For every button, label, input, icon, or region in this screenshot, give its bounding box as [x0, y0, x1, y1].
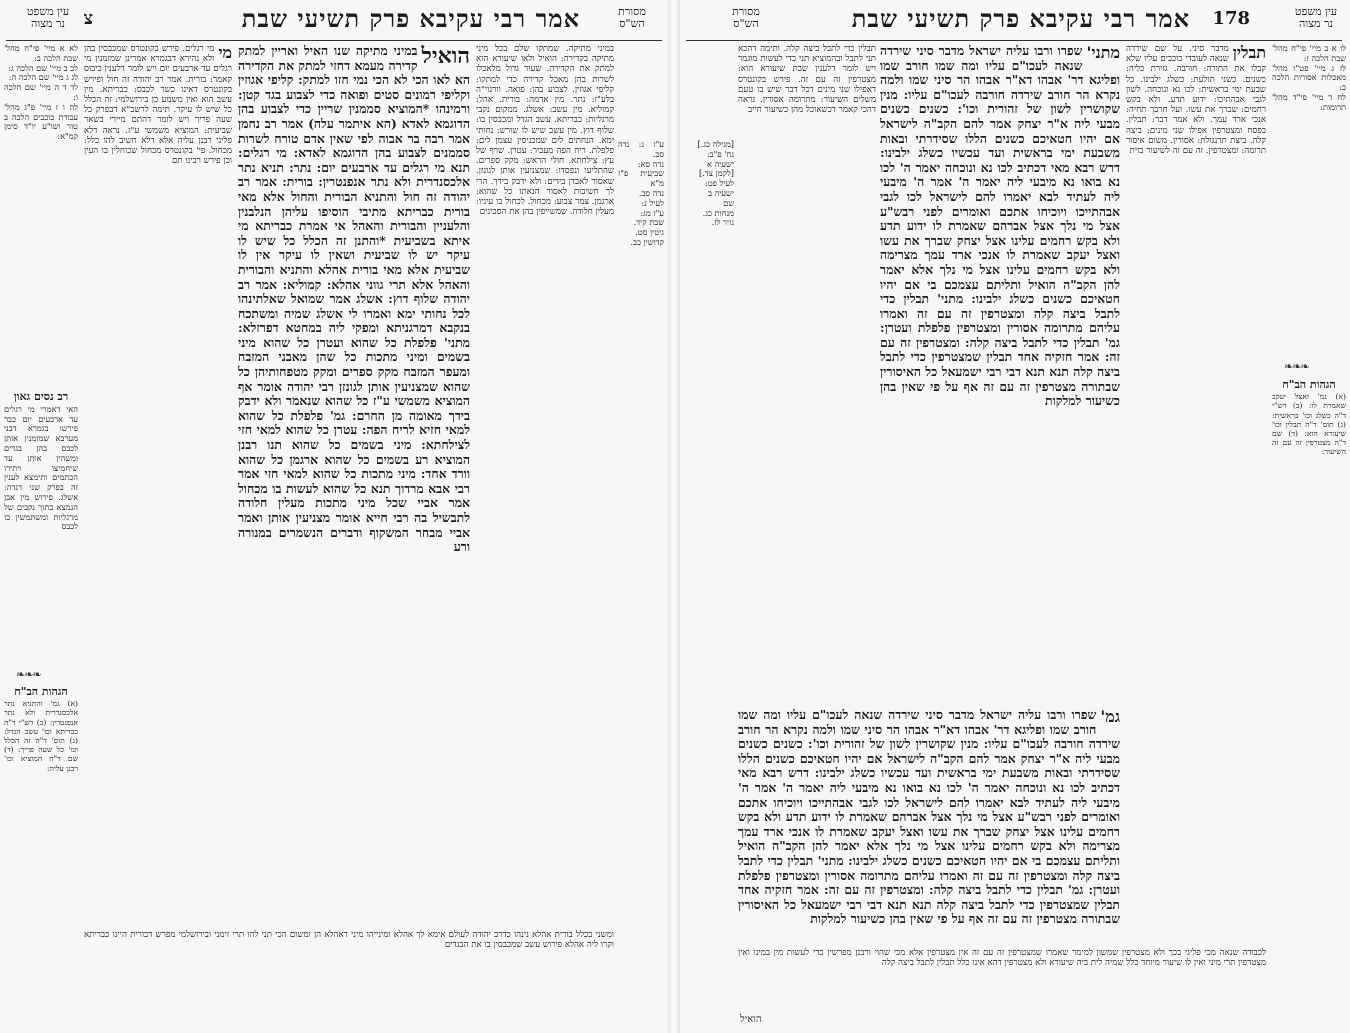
opening-word: הואיל [421, 43, 470, 69]
tosafot-column [84, 44, 232, 924]
tosafot-text: תבלין כדי לתבל ביצה קלה. ותימה דהכא תני לתבל ובהמוציא תני כדי לעשות מוגמר ויש לומר דלענין שבת שיעורא הוא: מצטרפין זה עם זה. פירש בקונטרס דאפילו שני מינים דכל דבר שיש בו טעם משלים השיעור: מתרומה אסורין. נראה דהכי קאמר דכשאוכל מהן כשיעור חייב [738, 44, 876, 116]
footer-text: ומשני בכלל בורית אהלא נינהו כדרב יהודה לעולם אימא לך אהלא ומינייהו מיני דאהלא הן ומשום הכי תני להו תרי זימני ובירושלמי מפרש דבורית היינו כבריתא וקרו ליה אהלא פירוש עשב שמכבסין בו את הבגדים [84, 930, 614, 951]
haggahot-heading: הגהות הב"ח [14, 685, 68, 698]
footer-text: לכבודה שנאה מכי פליגי בכך ולא מצטרפין שמשון למימר שאמרו שמצטרפין זה עם זה אין מצטרפין אלא מכי שהוי ורבנן מפרשין כדי לעשות מין במינו ואין מצטרפין תרי מיני ואין לו שיעור מיוחד כלל שמיה לית ביה שיעורא ולא מצטרפין דהא אינו כלל תבלין לתבל ביצה קלה [738, 948, 1266, 969]
gemara-continuation [738, 708, 1120, 944]
gemara-text: שפרו ורבו עליה ישראל מדבר סיני שירדה שנאה לעכו"ם עליו ומה שמו חורב שמו ופליגא דר' אבהו דא"ר אבהו הר סיני שמו ולמה נקרא הר חורב שירדה חורבה לעכו"ם עליו: מנין שקושרין לשון של זהורית וכו': כשנים כשנים מבעי ליה א"ר יצחק אמר להם הקב"ה לישראל אם יהיו חטאיכם כשנים הללו שסידרתי ובאות משבעת ימי בראשית ועד עכשיו כשלג ילבינו: דרש רבא מאי דכתיב לכו נא ונוכחה יאמר ה' לכו נא בואו נא מיבעי ליה יאמר ה' אמר ה' מיבעי ליה לעתיד לבא יאמרו להם לישראל לכו לגבי אבהתייכו ויוכיחו אתכם ואומרים לפני רבש"ע אצל מי נלך אצל אברהם שאמרת לו ידוע תדע ולא בקש רחמים עלינו אצל יצחק שברך את עשו ואצל יעקב שאמרת לו אנכי ארד עמך מצרימה ולא בקש רחמים עלינו אצל מי נלך אלא יאמר להן הקב"ה הואיל ותליתם עצמכם בי אם יהיו חטאיכם כשנים כשלג ילבינו: מתני' תבלין כדי לתבל ביצה קלה ומצטרפין זה עם זה ואמרו עליהם מתרומה אסורין ומצטרפין פלפלת ועטרן: גמ' תבלין כדי לתבל ביצה קלה: ומצטרפין זה עם זה: אמר חזקיה אחד תבלין שמצטרפין כדי לתבל ביצה קלה תנא תנא דבי רבי ישמעאל כל האיסורין שבתורה מצטרפין זה עם זה אף על פי שאין בהן כשיעור למלקות [880, 43, 1120, 409]
right-page-header [680, 4, 1350, 38]
ein-mishpat-notes: לו א ב מיי' פי"ח מהל' שבת הלכה ז: לז ג מיי' פט"ו מהל' מאכלות אסורות הלכה ב: לח ד מיי' פי"ד מהל' תרומות: [1272, 43, 1346, 112]
haggahot-box [4, 685, 78, 965]
rav-nissim-gaon-heading: רב נסים גאון [13, 390, 69, 403]
rashi-column [476, 44, 614, 924]
rav-nissim-gaon-text: האי דאמרי מי רגלים עד ארבעים יום כבר פירשו בגמרא דבני מערבא שמזמנין אותן לכבס בהן בגדים ומשהין אותן עד שיחמיצו ויתירו הכתמים ותימצא לענין זה בפרק שני דנדה: אשלג. פירוש מין אבן הנמצא בתוך נקבים של מרגליות ומשתמשין בו לכבס [4, 403, 78, 532]
rashi-column [1126, 44, 1266, 924]
page-number: 178 [1212, 8, 1250, 29]
opening-word: גמ' [1100, 707, 1120, 726]
header-rule [6, 40, 662, 41]
book-gutter [668, 0, 680, 1033]
haggahot-heading: הגהות הב"ח [1282, 378, 1336, 391]
opening-word: מתני' [1086, 43, 1120, 62]
opening-word: תבלין [1232, 43, 1266, 62]
tosafot-column [738, 44, 876, 704]
mesorah-column [618, 140, 664, 960]
page-footer [738, 948, 1266, 1008]
rashi-text: מדבר סיני. על שם שירדה שנאה לעובדי כוכבים עליו שלא קבלו את התורה: חורבה. גזירת כליה: כשנים. כשני תולעת: כשלג ילבינו. כל שבעת ימי בראשית: לכו נא ונוכחה. לשון לגבי אבהתיכו: ידוע תדע. ולא בקש רחמים: שברך את עשו. ועל חרבך תחיה: אנכי ארד עמך. ולא אמר דבר: תבלין. בפסח ומצטרפין אפילו שני מינים: ביצה קלה. ביצת תרנגולת: אסורין. משום איסור תרומה: ומצטרפין. זה עם זה לשיעור כזית [1126, 44, 1266, 157]
running-title: אמר רבי עקיבא פרק תשיעי שבת [851, 4, 1190, 33]
gemara-text: במיני מתיקה שנו האיל ואריין למתק קדירה מעמא דחזי למתק את הקדירה הא לאו הכי לא הכי נמי חזו למתק: קליפי אגוזין וקליפי רמונים סטים ופואה כדי לצבוע בגד קטן: ורמינהו *המוציא סממנין שריין כדי לצבוע בהן הדוגמא לאדא (הא איתמר עלה) אמר רב נחמן אמר רבה בר אבוה לפי שאין אדם טורח לשרות סממנים לצבוע בהן הדוגמא לאדא: מי רגלים: תנא מי רגלים עד ארבעים יום: נתר: תניא נתר אלכסנדרית ולא נתר אנפנטרין: בורית: אמר רב יהודה זה חול והתניא הבורית והחול אלא מאי בורית כבריתא מתיבי הוסיפו עליהן הנלבנין והלעניין והבורית והאהל אי אמרת כבריתא מי איתא בשביעית *והתנן זה הכלל כל שיש לו עיקר יש לו שביעית ושאין לו עיקר אין לו שביעית אלא מאי בורית אהלא והתניא והבורית והאהל אלא תרי גווני אהלא: קמוליא: אמר רב יהודה שלוף דוץ: אשלג אמר שמואל שאלתינהו לכל נחותי ימא ואמרו לי אשלג שמיה ומשתכח בנקבא דמרגניתא ומפקי ליה במחטא דפרזלא: מתני' פלפלת כל שהוא ועטרן כל שהוא מיני בשמים ומיני מתכות כל שהן מאבני המזבח ומעפר המזבח מקק ספרים ומקק מטפחותיהן כל שהוא שמצניעין אותן לגונזן רבי יהודה אומר אף המוציא משמשי ע"ז כל שהוא שנאמר ולא ידבק בידך מאומה מן החרם: גמ' פלפלת כל שהוא למאי חזיא לריח הפה: עטרן כל שהוא למאי חזי לצילחתא: מיני בשמים כל שהוא תנו רבנן המוציא רע בשמים כל שהוא ארגמן כל שהוא וורד אחד: מיני מתכות כל שהוא למאי חזי אמר רבי אבא מרדוך תנא כל שהוא לעשות בו מכחול אמר אביי שכל מיני מתכות מעלין חלודה לתבשיל בה רבי חייא אומר מצניעין אותן ואמר אביי מבחר המשקוף ודברים הנשמרים במנורה ורע [238, 43, 470, 555]
mesorah-heading: מסורת הש"ס [618, 5, 646, 30]
ein-mishpat-column [4, 44, 78, 374]
haggahot-box [1272, 378, 1346, 678]
ornament-divider: ❧❧❧ [1284, 360, 1309, 373]
mesorah-column [686, 140, 734, 960]
haggahot-text: (א) גמ' ואצל יעקב שאמרת לו: (ב) רש"י ד"ה כשלג וכו' בראשית: (ג) תוס' ד"ה תבלין וכו' שיעורא הוא: (ד) שם ד"ה מצטרפין זה עם זה השיעור: [1272, 392, 1346, 457]
header-rule [686, 40, 1342, 41]
tosafot-text: מי רגלים. פירש בקונטרס שמכבסין בהן ולא נהירא דבגמרא אמרינן שמזמנין מי רגלים עד ארבעים יום ויש לומר דלענין כיבוס קאמר: בורית. אמר רב יהודה זה חול ופירש בקונטרס דאינו כשר לכבס: כבריתא. מין עשב הוא ואין משמע כן בירושלמי: זה הכלל כל שיש לו עיקר. תימה לרשב"א דבפרק כל שעה פריך ויש לומר דהתם מיירי בשאר שביעית: המוציא משמשי ע"ז. נראה דלא פליגי רבנן עליה אלא דלא חשיב להו כלל: מכחול. פי' בקונטרס מכחול שכוחלין בו העין וכן פירש רבינו תם [84, 44, 232, 167]
outer-column-heading: עין משפט נר מצוה [26, 5, 70, 30]
gemara-text: שפרו ורבו עליה ישראל מדבר סיני שירדה שנאה לעכו"ם עליו ומה שמו חורב שמו ופליגא דר' אבהו דא"ר אבהו הר סיני שמו ולמה נקרא הר חורב שירדה חורבה לעכו"ם עליו: מנין שקושרין לשון של זהורית וכו': כשנים כשנים מבעי ליה א"ר יצחק אמר להם הקב"ה לישראל אם יהיו חטאיכם כשנים הללו שסידרתי ובאות משבעת ימי בראשית ועד עכשיו כשלג ילבינו: דרש רבא מאי דכתיב לכו נא ונוכחה יאמר ה' לכו נא בואו נא מיבעי ליה יאמר ה' אמר ה' מיבעי ליה לעתיד לבא יאמרו להם לישראל לכו לגבי אבהתייכו ויוכיחו אתכם ואומרים לפני רבש"ע אצל מי נלך אצל אברהם שאמרת לו ידוע תדע ולא בקש רחמים עלינו אצל יצחק שברך את עשו ואצל יעקב שאמרת לו אנכי ארד עמך מצרימה ולא בקש רחמים עלינו אצל מי נלך אלא יאמר להן הקב"ה הואיל ותליתם עצמכם בי אם יהיו חטאיכם כשנים כשלג ילבינו: מתני' תבלין כדי לתבל ביצה קלה ומצטרפין זה עם זה ואמרו עליהם מתרומה אסורין ומצטרפין פלפלת ועטרן: גמ' תבלין כדי לתבל ביצה קלה: ומצטרפין זה עם זה: אמר חזקיה אחד תבלין שמצטרפין כדי לתבל ביצה קלה תנא תנא דבי רבי ישמעאל כל האיסורין שבתורה מצטרפין זה עם זה אף על פי שאין בהן כשיעור למלקות [738, 707, 1120, 927]
running-title: אמר רבי עקיבא פרק תשיעי שבת [241, 4, 580, 33]
mesorah-notes: [מגילה כג.] נח' פ"ב: ישעיה א [לקמן צד.] לעיל פט: ישעיה ב שם מנחות כג. נזיר לז. [697, 139, 734, 228]
catchword: הואיל [740, 1014, 762, 1025]
ein-mishpat-notes: לא א מיי' פי"ח מהל' שבת הלכה ב: לב ב מיי' שם הלכה ג: לג ג מיי' שם הלכה ה: לד ד ה מיי' שם הלכה ו: לה ו ז מיי' פ"ג מהל' עבודת כוכבים הלכה ב טור ושו"ע יו"ד סימן קמ"א: [4, 43, 78, 142]
page-footer [84, 930, 614, 978]
outer-column-heading: עין משפט נר מצוה [1294, 5, 1338, 30]
opening-word: מי [218, 43, 232, 62]
left-page [0, 0, 668, 1033]
rashi-text: במיני מתיקה. שמתקו שלם בכל מיני מתיקה בקדירה: הואיל ולאו שיעורא הוא למתק את הקדירה. שעור גדול מלאכלו לשרות בהן מאכל קדירה כדי למתקו: קליפי אגוזין. לצבוע בהן: פואה. וורנוי"ה בלע"ז: נתר. מין אדמה: בורית. אהל: קמוליא. מין עשב: אשלג. ממקום נקבי מרגליות: כבריתא. עשב הגדל ומכבסין בו: שלוף דוץ. מין עשב שיש לו שורש: נחותי ימא. הנחתים לים שמכניסין עצמן לים: פלפלת. ריח הפה מעביר: עטרן. שרף של עץ: צילחתא. חולי הראש: מקק ספרים. שהתליעו ונפסדו: שמצניעין אותן לגונזן. שאסור לאבדן בידים: ולא ידבק בידך. הרי לך חשיבות לאסור הנאתו כל שהוא: ארגמן. צמר צבוע: מכחול. לכחול בו עיניו: מעלין חלודה. שמשייפין בהן את הסכינים [476, 44, 614, 218]
rav-nissim-gaon-box [4, 390, 78, 650]
ein-mishpat-column [1272, 44, 1346, 344]
haggahot-text: (א) גמ' והתניא נתר אלכסנדרית ולא נתר אנפנטרין: (ב) רש"י ד"ה כבריתא וכו' עשב הגדל: (ג) תוס' ד"ה זה הכלל וכו' כל שעה פריך: (ד) שם ד"ה המוציא וכו' רבנן עליה: [4, 699, 78, 773]
page-mark: צ [83, 8, 93, 29]
mesorah-heading: מסורת הש"ס [732, 5, 760, 30]
ornament-divider: ❧❧❧ [16, 668, 41, 681]
left-page-header [0, 4, 668, 38]
right-page [680, 0, 1350, 1033]
gemara-column [238, 44, 470, 924]
gemara-column [880, 44, 1120, 704]
mesorah-notes: ע"ז נ: נדה סב. נדה סא: שביעית פ"ז מ"א נדה סב. לעיל נ: ע"ז מג: שבת קיד. גיטין סט. קדושין כב. [618, 139, 664, 247]
